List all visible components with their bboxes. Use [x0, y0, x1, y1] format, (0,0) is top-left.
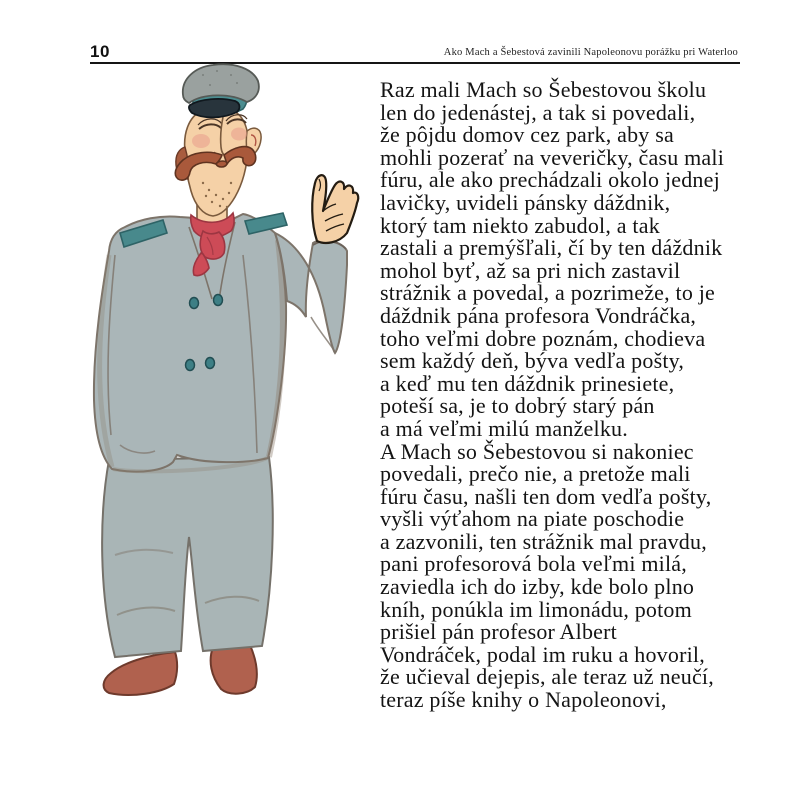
- text-line: len do jedenástej, a tak si povedali,: [380, 99, 696, 125]
- running-header: Ako Mach a Šebestová zavinili Napoleonovu porážku pri Waterloo: [443, 47, 738, 58]
- cap-visor: [189, 99, 240, 117]
- text-line: lavičky, uvideli pánsky dáždnik,: [380, 189, 671, 215]
- text-line: mohol byť, až sa pri nich zastavil: [380, 257, 681, 283]
- text-line: povedali, prečo nie, a pretože mali: [380, 461, 691, 487]
- text-line: a má veľmi milú manželku.: [380, 415, 628, 441]
- policeman-illustration: [85, 55, 365, 705]
- text-line: Raz mali Mach so Šebestovou školu: [380, 77, 707, 102]
- text-line: kníh, ponúkla im limonádu, potom: [380, 596, 692, 622]
- text-line: že pôjdu domov cez park, aby sa: [380, 122, 674, 148]
- text-line: mohli pozerať na veveričky, času mali: [380, 144, 725, 170]
- text-line: Vondráček, podal im ruku a hovoril,: [380, 641, 705, 667]
- text-line: že učieval dejepis, ale teraz už neučí,: [380, 664, 714, 690]
- text-line: sem každý deň, býva vedľa pošty,: [380, 348, 685, 374]
- text-line: fúru času, našli ten dom vedľa pošty,: [380, 483, 712, 509]
- blush-right: [231, 128, 247, 141]
- text-line: poteší sa, je to dobrý starý pán: [380, 393, 655, 419]
- cap: [183, 64, 259, 117]
- text-line: A Mach so Šebestovou si nakoniec: [380, 438, 694, 464]
- text-line: a zazvonili, ten strážnik mal pravdu,: [380, 528, 707, 554]
- hand-thumbs-up: [312, 175, 358, 243]
- coat: [94, 213, 287, 472]
- trousers: [102, 457, 273, 657]
- text-line: a keď mu ten dáždnik prinesiete,: [380, 370, 675, 396]
- text-line: zastali a premýšľali, čí by ten dáždnik: [380, 235, 723, 261]
- text-line: strážnik a povedal, a pozrimeže, to je: [380, 280, 716, 306]
- story-text: [380, 79, 732, 712]
- text-line: fúru, ale ako prechádzali okolo jednej: [380, 167, 720, 193]
- text-line: prišiel pán profesor Albert: [380, 619, 617, 645]
- blush-left: [192, 134, 210, 148]
- text-line: zaviedla ich do izby, kde bolo plno: [380, 574, 695, 600]
- text-line: teraz píše knihy o Napoleonovi,: [380, 687, 667, 713]
- text-line: ktorý tam niekto zabudol, a tak: [380, 212, 660, 238]
- text-line: vyšli výťahom na piate poschodie: [380, 506, 685, 532]
- page-number: 10: [90, 42, 110, 61]
- text-line: pani profesorová bola veľmi milá,: [380, 551, 687, 577]
- text-line: toho veľmi dobre poznám, chodieva: [380, 325, 706, 351]
- text-line: dáždnik pána profesora Vondráčka,: [380, 302, 697, 328]
